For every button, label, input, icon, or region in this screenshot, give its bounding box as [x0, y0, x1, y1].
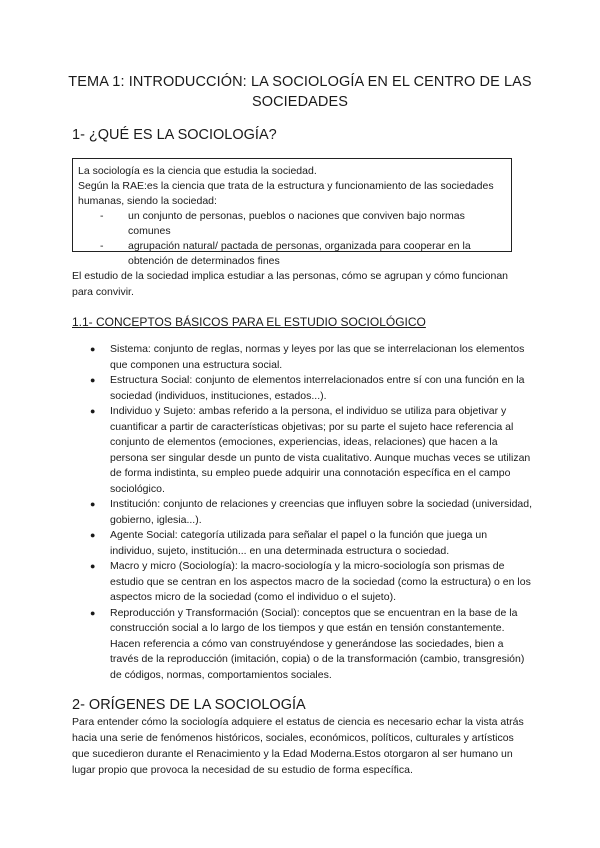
concepts-list — [72, 342, 532, 683]
definition-list — [78, 209, 505, 269]
bullet-icon: ● — [90, 406, 96, 416]
section-1-paragraph: El estudio de la sociedad implica estudiar a las personas, cómo se agrupan y cómo funcionan para convivir. — [72, 270, 509, 298]
section-2-paragraph: Para entender cómo la sociología adquiere el estatus de ciencia es necesario echar la vista atrás hacia una serie de fenómenos históricos, sociales, económicos, políticos, culturales y artísticos que sucedieron durante el Renacimiento y la Edad Moderna.Estos otorgaron al ser humano un lugar propio que provoca la necesidad de su estudio de forma específica. — [72, 716, 524, 776]
bullet-icon: ● — [90, 344, 96, 354]
section-1-1-heading: 1.1- CONCEPTOS BÁSICOS PARA EL ESTUDIO SOCIOLÓGICO — [72, 315, 426, 329]
definition-list-item: - un conjunto de personas, pueblos o naciones que conviven bajo normas comunes — [100, 210, 465, 237]
list-item: ● Agente Social: categoría utilizada para señalar el papel o la función que juega un individuo, sujeto, institución... en una determinada estructura o sociedad. — [90, 529, 488, 557]
list-item: ● Macro y micro (Sociología): la macro-sociología y la micro-sociología son prismas de estudio que se centran en los aspectos macro de la sociedad (como la estructura) o en los aspectos micro de la sociedad (como el individuo o el sujeto). — [90, 560, 531, 603]
bullet-icon: ● — [90, 499, 96, 509]
list-item: ● Reproducción y Transformación (Social): conceptos que se encuentran en la base de la construcción social a lo largo de los tiempos y que están en tensión constantemente. Hacen referencia a cómo van construyéndose y generándose las sociedades, bien a través de la reproducción (imitación, copia) o de la transformación (cambio, transgresión) de códigos, normas, comportamientos sociales. — [90, 606, 525, 681]
section-2-heading: 2- ORÍGENES DE LA SOCIOLOGÍA — [72, 697, 306, 713]
list-item: ● Sistema: conjunto de reglas, normas y leyes por las que se interrelacionan los elementos que componen una estructura social. — [90, 343, 525, 371]
bullet-icon: ● — [90, 530, 96, 540]
definition-box — [72, 158, 512, 267]
definition-line-2: Según la RAE:es la ciencia que trata de la estructura y funcionamiento de las sociedades humanas, siendo la sociedad: — [78, 180, 494, 207]
dash-marker: - — [100, 210, 104, 222]
list-item: ● Institución: conjunto de relaciones y creencias que influyen sobre la sociedad (universidad, gobierno, iglesia...). — [90, 498, 532, 526]
section-1-heading: 1- ¿QUÉ ES LA SOCIOLOGÍA? — [72, 127, 277, 143]
bullet-icon: ● — [90, 561, 96, 571]
list-item: ● Individuo y Sujeto: ambas referido a la persona, el individuo se utiliza para objetivar y cuantificar a partir de características objetivas; por su parte el sujeto hace referencia al conjunto de elementos (emociones, experiencias, ideas, relaciones) que hacen a la persona ser singular desde un punto de vista cualitativo. Aunque muchas veces se utilizan de forma indistinta, su empleo puede adquirir una connotación específica en el campo sociológico. — [90, 405, 531, 495]
bullet-icon: ● — [90, 607, 96, 618]
definition-line-1: La sociología es la ciencia que estudia la sociedad. — [78, 165, 317, 177]
document-title: TEMA 1: INTRODUCCIÓN: LA SOCIOLOGÍA EN EL CENTRO DE LAS SOCIEDADES — [68, 74, 532, 110]
list-item: ● Estructura Social: conjunto de elementos interrelacionados entre sí con una función en la sociedad (individuos, instituciones, estados...). — [90, 374, 525, 402]
dash-marker: - — [100, 240, 104, 252]
definition-list-item: - agrupación natural/ pactada de personas, organizada para cooperar en la obtención de determinados fines — [100, 240, 471, 267]
bullet-icon: ● — [90, 375, 96, 385]
